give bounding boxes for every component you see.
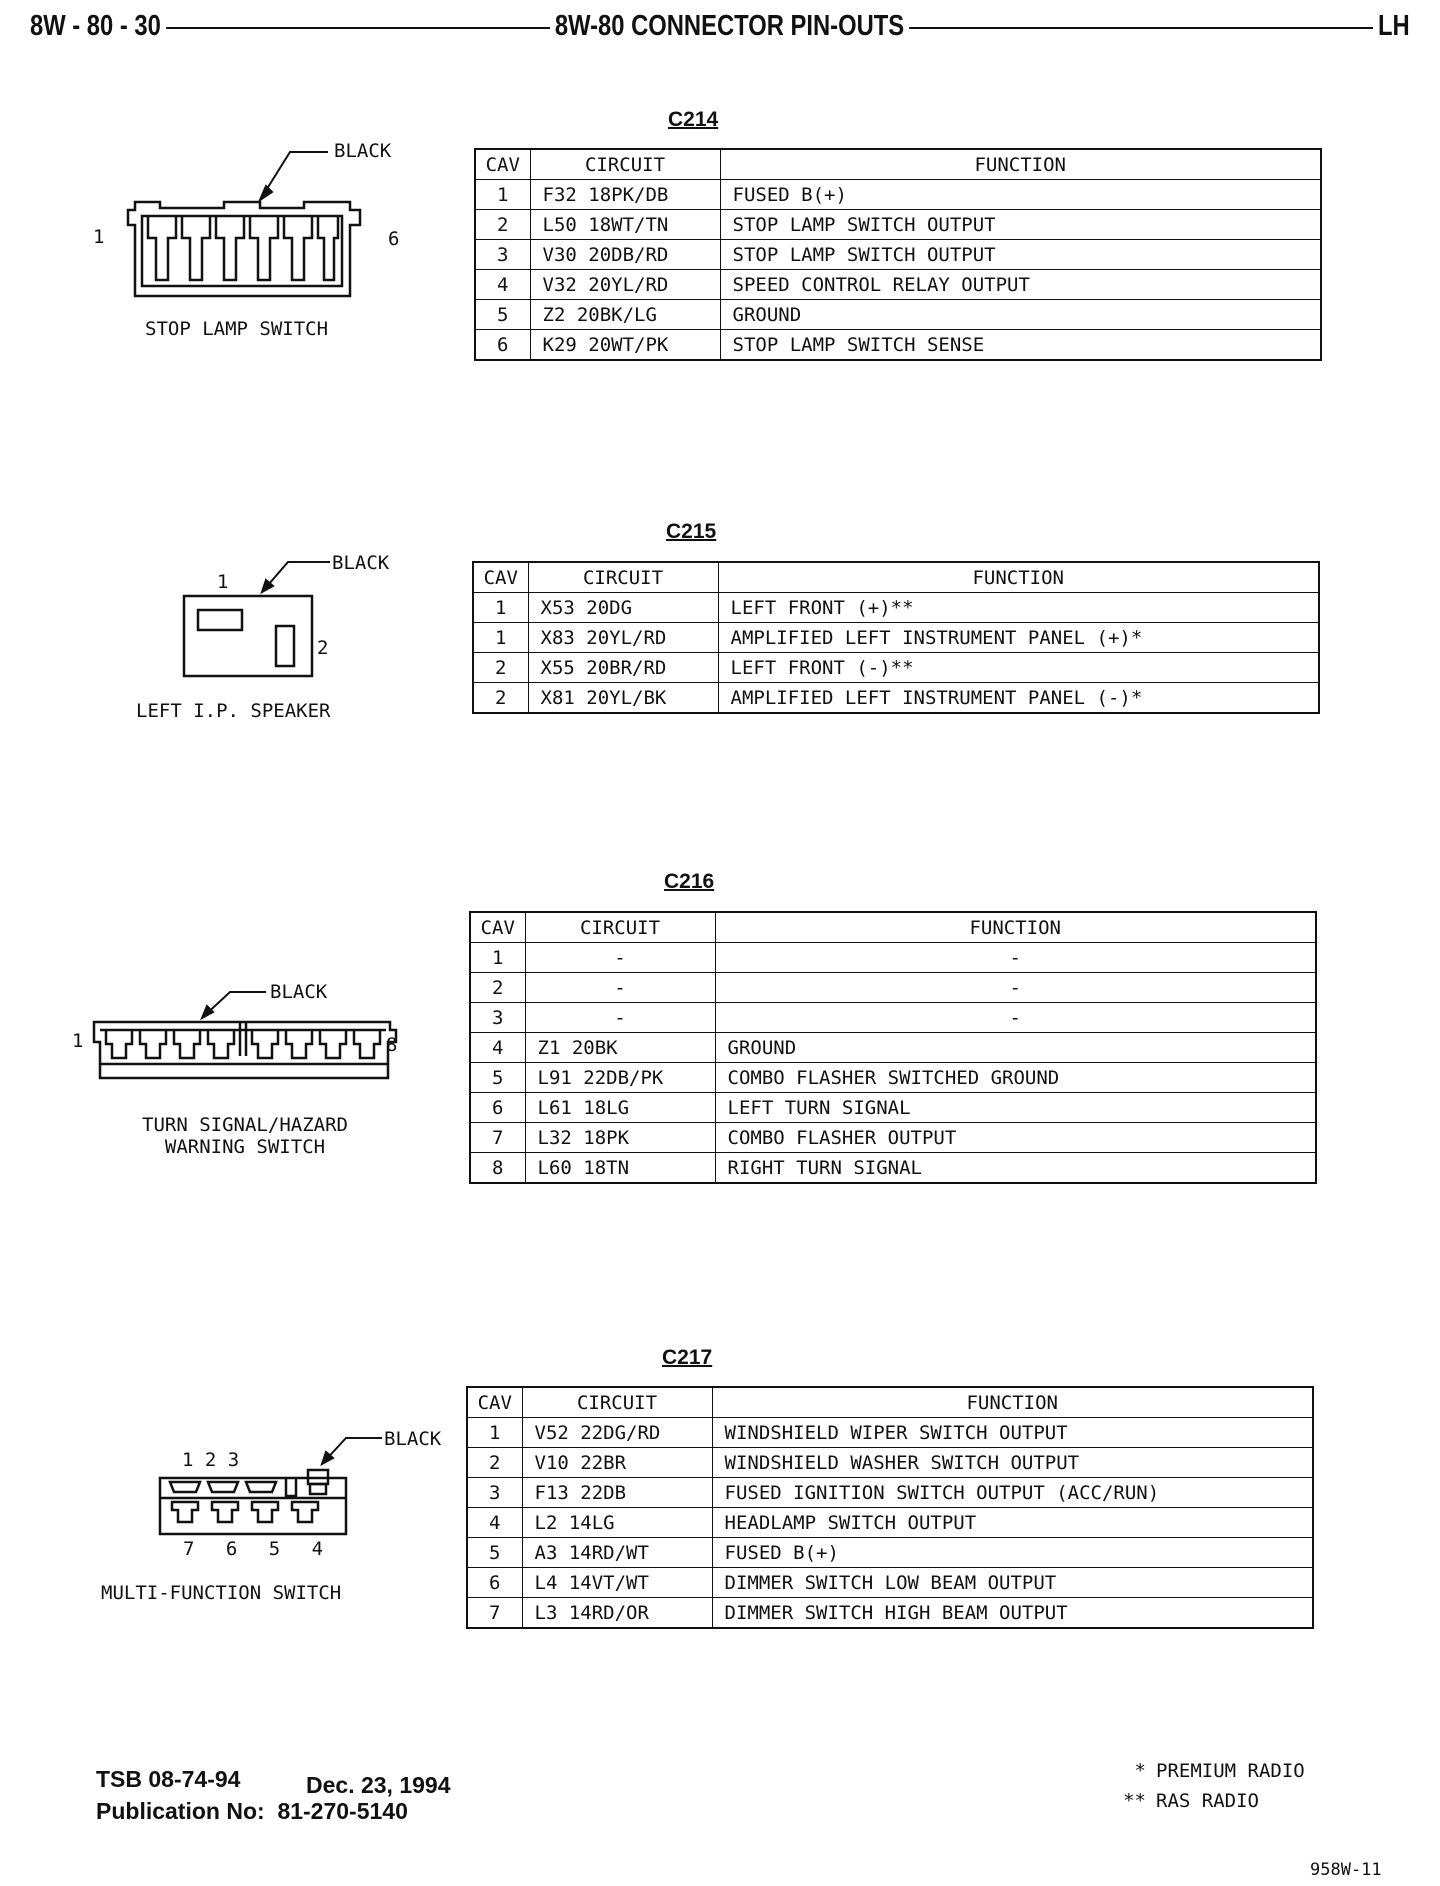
color-label: BLACK	[332, 552, 390, 574]
function-cell: SPEED CONTROL RELAY OUTPUT	[720, 270, 1321, 300]
circuit-cell: L4 14VT/WT	[522, 1568, 712, 1598]
table-row	[467, 1418, 1313, 1448]
cav-cell: 2	[467, 1448, 522, 1478]
function-cell: STOP LAMP SWITCH OUTPUT	[720, 210, 1321, 240]
function-cell: COMBO FLASHER OUTPUT	[715, 1123, 1316, 1153]
color-label: BLACK	[270, 981, 328, 1003]
col-header-function: FUNCTION	[712, 1387, 1313, 1418]
function-cell: -	[715, 943, 1316, 973]
cav-cell: 4	[467, 1508, 522, 1538]
pin-labels-bottom: 7 6 5 4	[183, 1538, 334, 1560]
col-header-cav: CAV	[467, 1387, 522, 1418]
table-row	[475, 210, 1321, 240]
circuit-cell: X55 20BR/RD	[528, 653, 718, 683]
pinout-table-c215	[472, 561, 1320, 714]
table-row	[473, 653, 1319, 683]
left-ip-speaker-connector-drawing	[180, 550, 330, 680]
circuit-cell: X81 20YL/BK	[528, 683, 718, 714]
circuit-cell: A3 14RD/WT	[522, 1538, 712, 1568]
table-header-row	[467, 1387, 1313, 1418]
table-row	[467, 1598, 1313, 1629]
table-row	[470, 1123, 1316, 1153]
stop-lamp-switch-connector-drawing	[120, 140, 400, 305]
table-row	[475, 270, 1321, 300]
function-cell: FUSED IGNITION SWITCH OUTPUT (ACC/RUN)	[712, 1478, 1313, 1508]
pinout-table-c216	[469, 911, 1317, 1184]
col-header-circuit: CIRCUIT	[525, 912, 715, 943]
cav-cell: 1	[473, 593, 528, 623]
function-cell: -	[715, 973, 1316, 1003]
footnote-mark: **	[1123, 1790, 1146, 1812]
cav-cell: 3	[467, 1478, 522, 1508]
table-row	[473, 623, 1319, 653]
table-row	[470, 943, 1316, 973]
circuit-cell: X83 20YL/RD	[528, 623, 718, 653]
cav-cell: 5	[470, 1063, 525, 1093]
circuit-cell: L50 18WT/TN	[530, 210, 720, 240]
circuit-cell: L91 22DB/PK	[525, 1063, 715, 1093]
model-code: LH	[1373, 10, 1410, 43]
color-label: BLACK	[334, 140, 392, 162]
cav-cell: 3	[475, 240, 530, 270]
function-cell: FUSED B(+)	[720, 180, 1321, 210]
cav-cell: 4	[475, 270, 530, 300]
table-row	[470, 1063, 1316, 1093]
document-code: 958W-11	[1310, 1860, 1382, 1880]
page-title: 8W-80 CONNECTOR PIN-OUTS	[550, 10, 909, 43]
table-row	[467, 1478, 1313, 1508]
cav-cell: 6	[470, 1093, 525, 1123]
col-header-cav: CAV	[473, 562, 528, 593]
component-label: MULTI-FUNCTION SWITCH	[101, 1582, 342, 1604]
col-header-function: FUNCTION	[720, 149, 1321, 180]
component-label: LEFT I.P. SPEAKER	[136, 700, 331, 722]
table-row	[470, 1033, 1316, 1063]
circuit-cell: V32 20YL/RD	[530, 270, 720, 300]
cav-cell: 7	[470, 1123, 525, 1153]
circuit-cell: F13 22DB	[522, 1478, 712, 1508]
pin-label-first: 1	[217, 571, 229, 593]
function-cell: RIGHT TURN SIGNAL	[715, 1153, 1316, 1184]
pin-label-last: 2	[317, 637, 329, 659]
table-row	[470, 973, 1316, 1003]
function-cell: LEFT TURN SIGNAL	[715, 1093, 1316, 1123]
cav-cell: 6	[475, 330, 530, 361]
footnote-mark: *	[1134, 1760, 1146, 1782]
pin-label-last: 8	[386, 1034, 398, 1056]
cav-cell: 5	[475, 300, 530, 330]
function-cell: WINDSHIELD WIPER SWITCH OUTPUT	[712, 1418, 1313, 1448]
multi-function-switch-connector-drawing	[150, 1426, 390, 1536]
tsb-number: TSB 08-74-94	[96, 1766, 241, 1792]
function-cell: GROUND	[720, 300, 1321, 330]
table-row	[475, 300, 1321, 330]
pin-label-first: 1	[72, 1030, 84, 1052]
cav-cell: 7	[467, 1598, 522, 1629]
function-cell: LEFT FRONT (-)**	[718, 653, 1319, 683]
footnote-text: RAS RADIO	[1156, 1790, 1259, 1812]
function-cell: COMBO FLASHER SWITCHED GROUND	[715, 1063, 1316, 1093]
circuit-cell: X53 20DG	[528, 593, 718, 623]
connector-title-c214: C214	[668, 108, 719, 131]
footnote-text: PREMIUM RADIO	[1156, 1760, 1305, 1782]
connector-title-c215: C215	[666, 520, 717, 543]
col-header-cav: CAV	[470, 912, 525, 943]
table-row	[475, 180, 1321, 210]
table-row	[470, 1003, 1316, 1033]
function-cell: STOP LAMP SWITCH OUTPUT	[720, 240, 1321, 270]
circuit-cell: L32 18PK	[525, 1123, 715, 1153]
table-header-row	[475, 149, 1321, 180]
circuit-cell: Z2 20BK/LG	[530, 300, 720, 330]
circuit-cell: L60 18TN	[525, 1153, 715, 1184]
function-cell: AMPLIFIED LEFT INSTRUMENT PANEL (-)*	[718, 683, 1319, 714]
pin-label-first: 1	[93, 226, 105, 248]
connector-title-c216: C216	[664, 870, 715, 893]
table-header-row	[473, 562, 1319, 593]
table-row	[470, 1093, 1316, 1123]
circuit-cell: -	[525, 943, 715, 973]
pinout-table-c217	[466, 1386, 1314, 1629]
function-cell: FUSED B(+)	[712, 1538, 1313, 1568]
col-header-function: FUNCTION	[715, 912, 1316, 943]
publication-number: Publication No: 81-270-5140	[96, 1798, 408, 1824]
circuit-cell: -	[525, 1003, 715, 1033]
function-cell: WINDSHIELD WASHER SWITCH OUTPUT	[712, 1448, 1313, 1478]
table-row	[473, 593, 1319, 623]
section-number: 8W - 80 - 30	[30, 10, 166, 43]
circuit-cell: F32 18PK/DB	[530, 180, 720, 210]
table-row	[467, 1568, 1313, 1598]
circuit-cell: -	[525, 973, 715, 1003]
circuit-cell: V30 20DB/RD	[530, 240, 720, 270]
table-header-row	[470, 912, 1316, 943]
table-row	[475, 330, 1321, 361]
circuit-cell: L3 14RD/OR	[522, 1598, 712, 1629]
table-row	[467, 1508, 1313, 1538]
cav-cell: 5	[467, 1538, 522, 1568]
connector-title-c217: C217	[662, 1346, 713, 1369]
tsb-date: Dec. 23, 1994	[306, 1772, 451, 1798]
cav-cell: 4	[470, 1033, 525, 1063]
table-row	[470, 1153, 1316, 1184]
color-label: BLACK	[384, 1428, 442, 1450]
circuit-cell: V10 22BR	[522, 1448, 712, 1478]
component-label: STOP LAMP SWITCH	[145, 318, 329, 340]
col-header-circuit: CIRCUIT	[522, 1387, 712, 1418]
page-header	[30, 10, 1410, 50]
turn-signal-switch-connector-drawing	[90, 980, 400, 1090]
cav-cell: 1	[470, 943, 525, 973]
cav-cell: 1	[473, 623, 528, 653]
table-row	[475, 240, 1321, 270]
pinout-table-c214	[474, 148, 1322, 361]
col-header-circuit: CIRCUIT	[528, 562, 718, 593]
pin-labels-top: 1 2 3	[182, 1449, 240, 1471]
circuit-cell: Z1 20BK	[525, 1033, 715, 1063]
circuit-cell: L2 14LG	[522, 1508, 712, 1538]
circuit-cell: K29 20WT/PK	[530, 330, 720, 361]
function-cell: -	[715, 1003, 1316, 1033]
cav-cell: 2	[473, 653, 528, 683]
function-cell: STOP LAMP SWITCH SENSE	[720, 330, 1321, 361]
table-row	[473, 683, 1319, 714]
table-row	[467, 1448, 1313, 1478]
cav-cell: 2	[473, 683, 528, 714]
col-header-circuit: CIRCUIT	[530, 149, 720, 180]
function-cell: DIMMER SWITCH LOW BEAM OUTPUT	[712, 1568, 1313, 1598]
cav-cell: 2	[470, 973, 525, 1003]
cav-cell: 6	[467, 1568, 522, 1598]
col-header-cav: CAV	[475, 149, 530, 180]
cav-cell: 8	[470, 1153, 525, 1184]
col-header-function: FUNCTION	[718, 562, 1319, 593]
component-label-line2: WARNING SWITCH	[164, 1136, 326, 1158]
cav-cell: 1	[467, 1418, 522, 1448]
function-cell: HEADLAMP SWITCH OUTPUT	[712, 1508, 1313, 1538]
table-row	[467, 1538, 1313, 1568]
function-cell: GROUND	[715, 1033, 1316, 1063]
component-label: TURN SIGNAL/HAZARD	[142, 1114, 348, 1136]
function-cell: AMPLIFIED LEFT INSTRUMENT PANEL (+)*	[718, 623, 1319, 653]
circuit-cell: L61 18LG	[525, 1093, 715, 1123]
cav-cell: 3	[470, 1003, 525, 1033]
pin-label-last: 6	[388, 228, 400, 250]
circuit-cell: V52 22DG/RD	[522, 1418, 712, 1448]
function-cell: LEFT FRONT (+)**	[718, 593, 1319, 623]
cav-cell: 2	[475, 210, 530, 240]
cav-cell: 1	[475, 180, 530, 210]
function-cell: DIMMER SWITCH HIGH BEAM OUTPUT	[712, 1598, 1313, 1629]
